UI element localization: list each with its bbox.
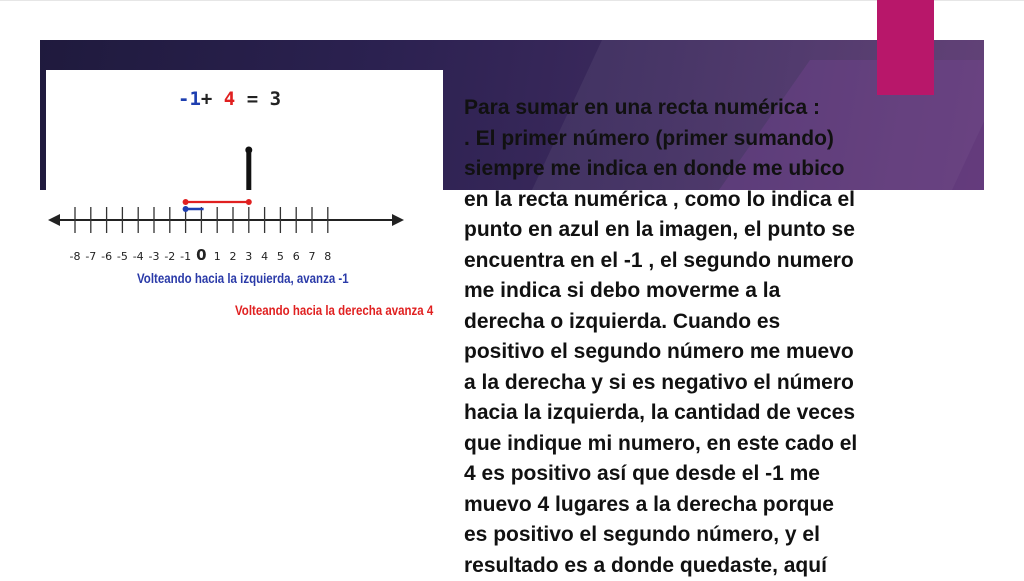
- top-divider: [0, 0, 1024, 1]
- tick-label: 0: [196, 246, 206, 264]
- number-line: [46, 130, 443, 270]
- text-line: punto en azul en la imagen, el punto se: [464, 215, 984, 246]
- text-line: siempre me indica en donde me ubico: [464, 154, 984, 185]
- text-line: derecha o izquierda. Cuando es: [464, 307, 984, 338]
- tick-label: 6: [293, 250, 300, 263]
- text-line: me indica si debo moverme a la: [464, 276, 984, 307]
- blue-start-dot: [183, 206, 189, 212]
- text-line: es positivo el segundo número, y el: [464, 520, 984, 551]
- text-line: hacia la izquierda, la cantidad de veces: [464, 398, 984, 429]
- accent-tab: [877, 0, 934, 95]
- label-move-right: Volteando hacia la derecha avanza 4: [235, 302, 433, 318]
- axis-arrow-right: [392, 214, 404, 226]
- equation-second-addend: 4: [224, 88, 235, 110]
- tick-label: 4: [261, 250, 268, 263]
- text-line: positivo el segundo número me muevo: [464, 337, 984, 368]
- tick-label: -4: [133, 250, 144, 263]
- equation-result: 3: [270, 88, 281, 110]
- tick-label: 3: [245, 250, 252, 263]
- axis-arrow-left: [48, 214, 60, 226]
- explanation-text: [464, 93, 984, 581]
- figure-marker: [246, 150, 251, 190]
- equation-first-addend: -1: [178, 88, 201, 110]
- tick-label: 7: [309, 250, 316, 263]
- tick-label: -5: [117, 250, 128, 263]
- tick-label: -7: [85, 250, 96, 263]
- red-end-dot: [246, 199, 252, 205]
- tick-label: 8: [324, 250, 331, 263]
- tick-label: -8: [70, 250, 81, 263]
- tick-label: 1: [214, 250, 221, 263]
- red-start-dot: [183, 199, 189, 205]
- text-line: en la recta numérica , como lo indica el: [464, 185, 984, 216]
- text-line: muevo 4 lugares a la derecha porque: [464, 490, 984, 521]
- text-line: Para sumar en una recta numérica :: [464, 93, 984, 124]
- text-line: . El primer número (primer sumando): [464, 124, 984, 155]
- tick-label: -2: [164, 250, 175, 263]
- text-line: a la derecha y si es negativo el número: [464, 368, 984, 399]
- tick-label: -1: [180, 250, 191, 263]
- text-line: encuentra en el -1 , el segundo numero: [464, 246, 984, 277]
- equation: [178, 88, 281, 110]
- label-move-left: Volteando hacia la izquierda, avanza -1: [137, 270, 349, 286]
- equation-equals: =: [247, 88, 258, 110]
- tick-label: -3: [149, 250, 160, 263]
- figure-marker-head: [245, 147, 252, 154]
- tick-label: 2: [230, 250, 237, 263]
- text-line: que indique mi numero, en este cado el: [464, 429, 984, 460]
- text-line: resultado es a donde quedaste, aquí: [464, 551, 984, 581]
- equation-plus: +: [201, 88, 212, 110]
- tick-label: -6: [101, 250, 112, 263]
- tick-label: 5: [277, 250, 284, 263]
- text-line: 4 es positivo así que desde el -1 me: [464, 459, 984, 490]
